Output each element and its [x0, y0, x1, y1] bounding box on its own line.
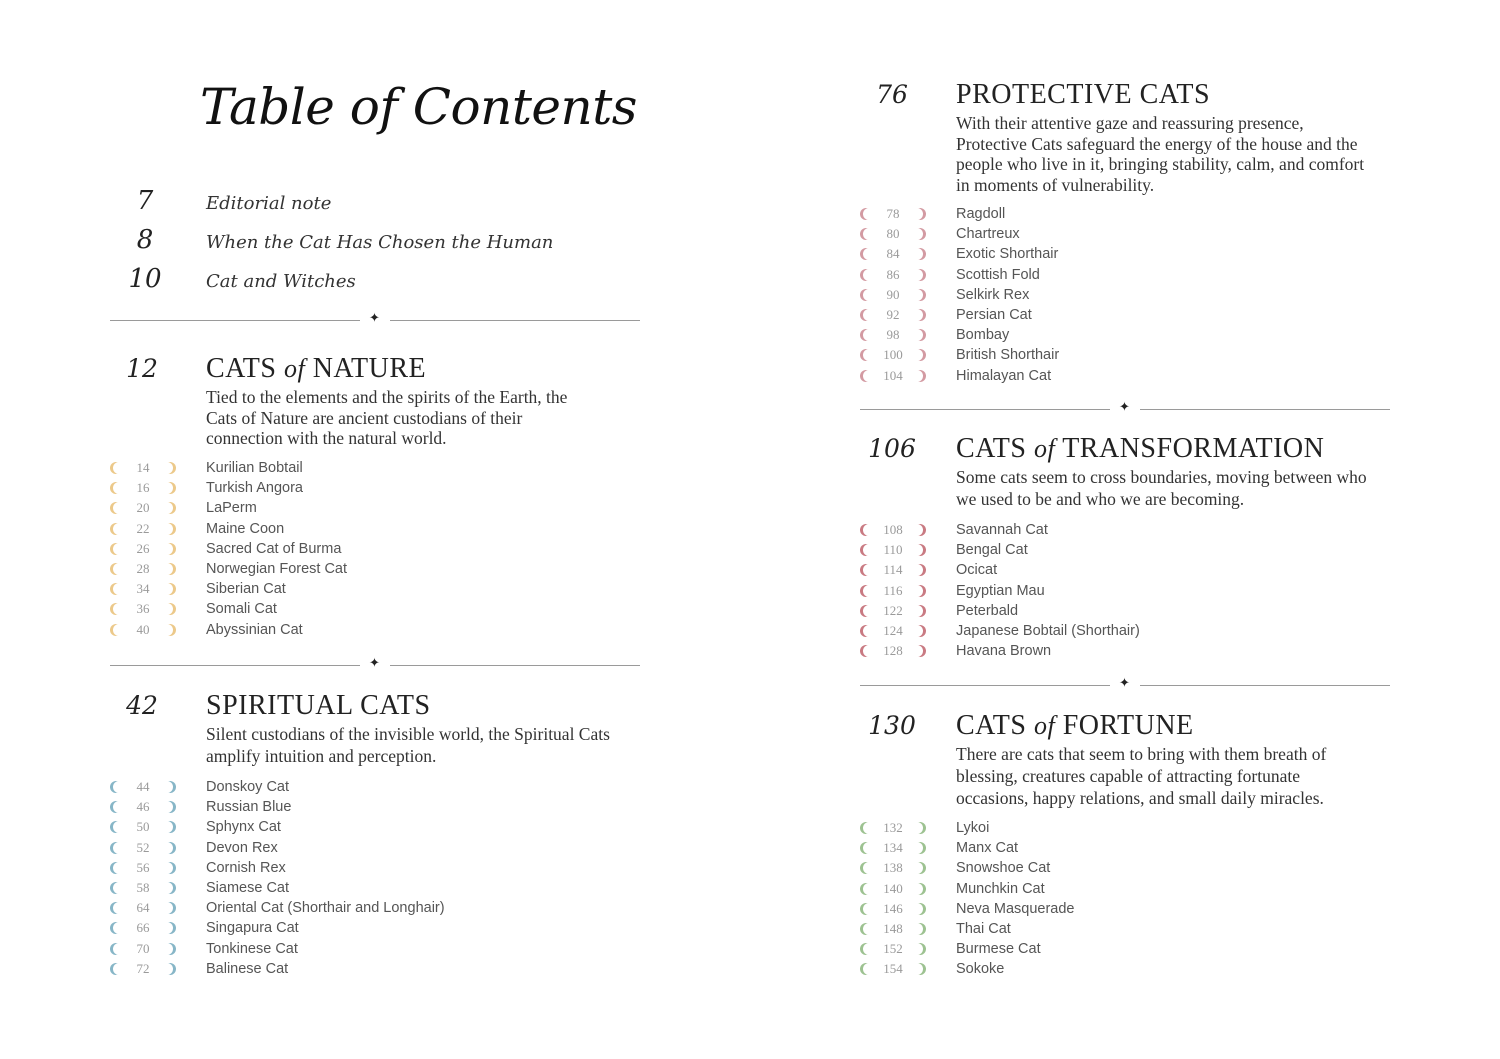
spiritual-entry-list [110, 777, 640, 979]
entry-page-number: 16 [136, 480, 150, 496]
entry-page-number: 40 [136, 621, 150, 637]
toc-entry[interactable] [110, 519, 640, 539]
moon-crescent-left-icon [860, 328, 870, 342]
page-title: Table of Contents [200, 78, 637, 136]
section-divider [860, 402, 1390, 416]
moon-crescent-left-icon [860, 882, 870, 896]
toc-entry[interactable] [860, 345, 1390, 365]
entry-breed-name: Ocicat [956, 562, 998, 579]
entry-page-number: 108 [883, 522, 903, 538]
section-divider [110, 658, 640, 672]
toc-entry[interactable] [860, 939, 1390, 959]
moon-crescent-left-icon [860, 604, 870, 618]
entry-breed-name: Scottish Fold [956, 266, 1040, 283]
entry-breed-name: Selkirk Rex [956, 286, 1030, 303]
section-spiritual-cats [110, 691, 640, 991]
moon-crescent-right-icon [166, 942, 176, 956]
entry-breed-name: Havana Brown [956, 643, 1052, 660]
toc-entry[interactable] [860, 899, 1390, 919]
toc-entry[interactable] [860, 621, 1390, 641]
toc-entry[interactable] [110, 939, 640, 959]
moon-crescent-right-icon [166, 623, 176, 637]
moon-crescent-left-icon [110, 522, 120, 536]
moon-crescent-left-icon [110, 841, 120, 855]
entry-page-number: 138 [883, 860, 903, 876]
entry-breed-name: Siamese Cat [206, 880, 290, 897]
toc-entry[interactable] [860, 224, 1390, 244]
moon-crescent-left-icon [860, 288, 870, 302]
entry-breed-name: Persian Cat [956, 307, 1032, 324]
entry-breed-name: LaPerm [206, 500, 257, 517]
toc-entry[interactable] [110, 458, 640, 478]
star-ornament-icon: ✦ [1119, 676, 1130, 691]
moon-crescent-left-icon [110, 962, 120, 976]
entry-page-number: 28 [136, 561, 150, 577]
moon-crescent-right-icon [916, 922, 926, 936]
toc-entry[interactable] [110, 797, 640, 817]
toc-entry[interactable] [110, 898, 640, 918]
moon-crescent-right-icon [916, 227, 926, 241]
entry-breed-name: Donskoy Cat [206, 779, 290, 796]
moon-crescent-right-icon [916, 207, 926, 221]
entry-page-number: 14 [136, 460, 150, 476]
moon-crescent-right-icon [916, 902, 926, 916]
entry-page-number: 134 [883, 840, 903, 856]
moon-crescent-left-icon [860, 543, 870, 557]
moon-crescent-left-icon [860, 841, 870, 855]
toc-entry[interactable] [860, 601, 1390, 621]
entry-page-number: 78 [886, 206, 900, 222]
section-description: Silent custodians of the invisible world, the Spiritual Cats amplify intuition and perception. [206, 724, 610, 766]
moon-crescent-left-icon [860, 268, 870, 282]
toc-entry[interactable] [110, 620, 640, 640]
entry-breed-name: Sokoke [956, 961, 1005, 978]
entry-breed-name: Chartreux [956, 226, 1020, 243]
section-page-number: 76 [876, 80, 908, 109]
section-page-number: 106 [868, 434, 916, 463]
moon-crescent-left-icon [110, 623, 120, 637]
moon-crescent-right-icon [166, 921, 176, 935]
section-description: There are cats that seem to bring with them breath of blessing, creatures capable of attracting fortunate occasions, happy relations, and small daily miracles. [956, 744, 1327, 808]
entry-page-number: 98 [886, 327, 900, 343]
moon-crescent-right-icon [166, 542, 176, 556]
entry-breed-name: Sacred Cat of Burma [206, 540, 342, 557]
entry-breed-name: Maine Coon [206, 520, 285, 537]
section-page-number: 130 [868, 711, 916, 740]
entry-breed-name: Ragdoll [956, 206, 1006, 223]
entry-page-number: 64 [136, 900, 150, 916]
entry-breed-name: Peterbald [956, 602, 1019, 619]
entry-breed-name: Himalayan Cat [956, 367, 1052, 384]
moon-crescent-right-icon [916, 644, 926, 658]
entry-page-number: 36 [136, 601, 150, 617]
toc-entry[interactable] [860, 560, 1390, 580]
entry-breed-name: Oriental Cat (Shorthair and Longhair) [206, 900, 445, 917]
entry-breed-name: Lykoi [956, 820, 990, 837]
protective-entry-list [860, 204, 1390, 386]
entry-breed-name: Savannah Cat [956, 522, 1048, 539]
section-divider [110, 313, 640, 327]
star-ornament-icon: ✦ [369, 656, 380, 671]
toc-entry[interactable] [110, 858, 640, 878]
entry-page-number: 128 [883, 643, 903, 659]
section-title[interactable]: SPIRITUAL CATS [206, 690, 431, 721]
entry-breed-name: Thai Cat [956, 921, 1011, 938]
entry-page-number: 44 [136, 779, 150, 795]
star-ornament-icon: ✦ [1119, 400, 1130, 415]
section-protective-cats [860, 80, 1390, 390]
moon-crescent-left-icon [110, 942, 120, 956]
entry-page-number: 140 [883, 880, 903, 896]
toc-entry[interactable] [860, 285, 1390, 305]
entry-page-number: 46 [136, 799, 150, 815]
transformation-entry-list [860, 520, 1390, 661]
moon-crescent-right-icon [166, 841, 176, 855]
moon-crescent-left-icon [860, 523, 870, 537]
moon-crescent-right-icon [916, 962, 926, 976]
toc-entry[interactable] [110, 478, 640, 498]
moon-crescent-right-icon [916, 882, 926, 896]
moon-crescent-right-icon [166, 562, 176, 576]
moon-crescent-left-icon [110, 820, 120, 834]
moon-crescent-left-icon [860, 348, 870, 362]
entry-breed-name: Somali Cat [206, 601, 277, 618]
moon-crescent-right-icon [916, 308, 926, 322]
moon-crescent-left-icon [860, 624, 870, 638]
section-page-number: 12 [126, 354, 158, 383]
moon-crescent-right-icon [916, 563, 926, 577]
moon-crescent-right-icon [166, 881, 176, 895]
moon-crescent-right-icon [166, 501, 176, 515]
entry-page-number: 154 [883, 961, 903, 977]
section-title[interactable]: CATS of FORTUNE [956, 710, 1194, 741]
section-title[interactable]: CATS of NATURE [206, 353, 427, 384]
moon-crescent-right-icon [166, 820, 176, 834]
moon-crescent-right-icon [916, 369, 926, 383]
toc-entry[interactable] [110, 498, 640, 518]
toc-entry[interactable] [110, 959, 640, 979]
entry-breed-name: Singapura Cat [206, 920, 299, 937]
entry-breed-name: Snowshoe Cat [956, 860, 1051, 877]
section-title[interactable]: PROTECTIVE CATS [956, 79, 1211, 110]
entry-breed-name: Norwegian Forest Cat [206, 561, 348, 578]
entry-breed-name: Japanese Bobtail (Shorthair) [956, 623, 1140, 640]
entry-page-number: 70 [136, 940, 150, 956]
entry-page-number: 50 [136, 819, 150, 835]
toc-entry[interactable] [110, 878, 640, 898]
toc-entry[interactable] [860, 265, 1390, 285]
entry-breed-name: Devon Rex [206, 839, 278, 856]
entry-page-number: 122 [883, 602, 903, 618]
section-divider [860, 678, 1390, 692]
moon-crescent-left-icon [860, 247, 870, 261]
entry-page-number: 22 [136, 520, 150, 536]
entry-page-number: 114 [883, 562, 903, 578]
entry-breed-name: British Shorthair [956, 347, 1060, 364]
toc-entry[interactable] [860, 305, 1390, 325]
entry-breed-name: Manx Cat [956, 840, 1019, 857]
moon-crescent-right-icon [916, 861, 926, 875]
nature-entry-list [110, 458, 640, 640]
intro-page-number: 10 [128, 264, 162, 294]
toc-entry[interactable] [110, 579, 640, 599]
section-title[interactable]: CATS of TRANSFORMATION [956, 433, 1325, 464]
moon-crescent-left-icon [860, 584, 870, 598]
entry-page-number: 58 [136, 880, 150, 896]
section-cats-of-nature [110, 354, 640, 644]
moon-crescent-left-icon [110, 881, 120, 895]
entry-breed-name: Bengal Cat [956, 542, 1028, 559]
moon-crescent-left-icon [860, 821, 870, 835]
entry-page-number: 56 [136, 859, 150, 875]
entry-page-number: 148 [883, 921, 903, 937]
entry-breed-name: Turkish Angora [206, 480, 303, 497]
moon-crescent-left-icon [110, 582, 120, 596]
toc-entry[interactable] [110, 599, 640, 619]
toc-entry[interactable] [860, 520, 1390, 540]
moon-crescent-right-icon [166, 861, 176, 875]
moon-crescent-left-icon [860, 644, 870, 658]
entry-breed-name: Burmese Cat [956, 941, 1041, 958]
moon-crescent-right-icon [166, 582, 176, 596]
entry-breed-name: Abyssinian Cat [206, 621, 303, 638]
entry-page-number: 152 [883, 941, 903, 957]
moon-crescent-left-icon [860, 942, 870, 956]
moon-crescent-left-icon [110, 481, 120, 495]
toc-entry[interactable] [110, 539, 640, 559]
entry-page-number: 132 [883, 820, 903, 836]
entry-breed-name: Kurilian Bobtail [206, 460, 303, 477]
toc-entry[interactable] [860, 244, 1390, 264]
toc-entry[interactable] [860, 641, 1390, 661]
entry-page-number: 90 [886, 286, 900, 302]
section-cats-of-transformation [860, 434, 1390, 664]
moon-crescent-right-icon [166, 461, 176, 475]
moon-crescent-right-icon [916, 821, 926, 835]
toc-entry[interactable] [110, 777, 640, 797]
intro-page-number: 8 [136, 225, 154, 255]
moon-crescent-right-icon [916, 942, 926, 956]
moon-crescent-right-icon [916, 584, 926, 598]
toc-entry[interactable] [110, 817, 640, 837]
section-page-number: 42 [126, 691, 158, 720]
intro-title: When the Cat Has Chosen the Human [206, 232, 554, 253]
moon-crescent-left-icon [110, 861, 120, 875]
toc-entry[interactable] [110, 838, 640, 858]
entry-page-number: 26 [136, 540, 150, 556]
moon-crescent-left-icon [860, 308, 870, 322]
moon-crescent-left-icon [860, 369, 870, 383]
moon-crescent-right-icon [916, 841, 926, 855]
intro-page-number: 7 [136, 186, 154, 216]
entry-page-number: 92 [886, 307, 900, 323]
intro-item-cat-and-witches[interactable] [110, 264, 356, 298]
moon-crescent-right-icon [166, 901, 176, 915]
toc-entry[interactable] [860, 818, 1390, 838]
moon-crescent-left-icon [110, 780, 120, 794]
toc-entry[interactable] [860, 959, 1390, 979]
moon-crescent-left-icon [110, 461, 120, 475]
toc-entry[interactable] [860, 204, 1390, 224]
moon-crescent-right-icon [166, 602, 176, 616]
moon-crescent-left-icon [860, 207, 870, 221]
moon-crescent-right-icon [166, 481, 176, 495]
moon-crescent-right-icon [916, 604, 926, 618]
moon-crescent-right-icon [166, 522, 176, 536]
entry-breed-name: Russian Blue [206, 799, 292, 816]
fortune-entry-list [860, 818, 1390, 980]
moon-crescent-left-icon [110, 901, 120, 915]
entry-page-number: 116 [883, 582, 903, 598]
moon-crescent-left-icon [860, 563, 870, 577]
star-ornament-icon: ✦ [369, 311, 380, 326]
entry-page-number: 66 [136, 920, 150, 936]
entry-breed-name: Bombay [956, 327, 1010, 344]
entry-page-number: 20 [136, 500, 150, 516]
moon-crescent-right-icon [916, 543, 926, 557]
entry-breed-name: Siberian Cat [206, 581, 286, 598]
entry-page-number: 86 [886, 266, 900, 282]
entry-page-number: 104 [883, 367, 903, 383]
moon-crescent-right-icon [166, 780, 176, 794]
toc-entry[interactable] [860, 838, 1390, 858]
entry-breed-name: Balinese Cat [206, 960, 289, 977]
moon-crescent-left-icon [110, 501, 120, 515]
entry-page-number: 34 [136, 581, 150, 597]
moon-crescent-right-icon [916, 523, 926, 537]
entry-breed-name: Munchkin Cat [956, 880, 1045, 897]
entry-page-number: 72 [136, 960, 150, 976]
entry-breed-name: Sphynx Cat [206, 819, 281, 836]
moon-crescent-left-icon [860, 861, 870, 875]
intro-item-editorial-note[interactable] [110, 186, 331, 220]
entry-breed-name: Neva Masquerade [956, 900, 1075, 917]
moon-crescent-left-icon [860, 922, 870, 936]
toc-entry[interactable] [860, 540, 1390, 560]
intro-item-cat-chosen-human[interactable] [110, 225, 553, 259]
entry-page-number: 110 [883, 542, 903, 558]
moon-crescent-right-icon [916, 247, 926, 261]
moon-crescent-right-icon [916, 328, 926, 342]
moon-crescent-right-icon [916, 288, 926, 302]
entry-breed-name: Tonkinese Cat [206, 940, 298, 957]
moon-crescent-left-icon [110, 542, 120, 556]
moon-crescent-left-icon [860, 902, 870, 916]
section-description: With their attentive gaze and reassuring presence, Protective Cats safeguard the energy of the house and the people who live in it, bringing stability, calm, and comfort in moments of vulnerability. [956, 113, 1365, 195]
toc-entry[interactable] [860, 325, 1390, 345]
toc-entry[interactable] [860, 366, 1390, 386]
toc-entry[interactable] [860, 919, 1390, 939]
entry-page-number: 146 [883, 900, 903, 916]
moon-crescent-left-icon [110, 602, 120, 616]
intro-title: Editorial note [206, 193, 332, 214]
moon-crescent-right-icon [916, 624, 926, 638]
entry-page-number: 80 [886, 226, 900, 242]
moon-crescent-right-icon [916, 268, 926, 282]
entry-page-number: 52 [136, 839, 150, 855]
moon-crescent-right-icon [166, 800, 176, 814]
entry-breed-name: Cornish Rex [206, 859, 286, 876]
section-cats-of-fortune [860, 711, 1390, 991]
moon-crescent-left-icon [860, 962, 870, 976]
section-description: Tied to the elements and the spirits of the Earth, the Cats of Nature are ancient custodians of their connection with the natural world. [206, 387, 568, 448]
entry-breed-name: Egyptian Mau [956, 582, 1045, 599]
toc-entry[interactable] [110, 559, 640, 579]
toc-entry[interactable] [860, 581, 1390, 601]
moon-crescent-right-icon [916, 348, 926, 362]
moon-crescent-left-icon [110, 921, 120, 935]
entry-breed-name: Exotic Shorthair [956, 246, 1059, 263]
moon-crescent-left-icon [110, 562, 120, 576]
entry-page-number: 124 [883, 623, 903, 639]
moon-crescent-left-icon [110, 800, 120, 814]
intro-title: Cat and Witches [206, 271, 356, 292]
toc-entry[interactable] [110, 918, 640, 938]
entry-page-number: 84 [886, 246, 900, 262]
toc-entry[interactable] [860, 858, 1390, 878]
toc-entry[interactable] [860, 879, 1390, 899]
section-description: Some cats seem to cross boundaries, moving between who we used to be and who we are becoming. [956, 467, 1367, 509]
entry-page-number: 100 [883, 347, 903, 363]
moon-crescent-left-icon [860, 227, 870, 241]
moon-crescent-right-icon [166, 962, 176, 976]
